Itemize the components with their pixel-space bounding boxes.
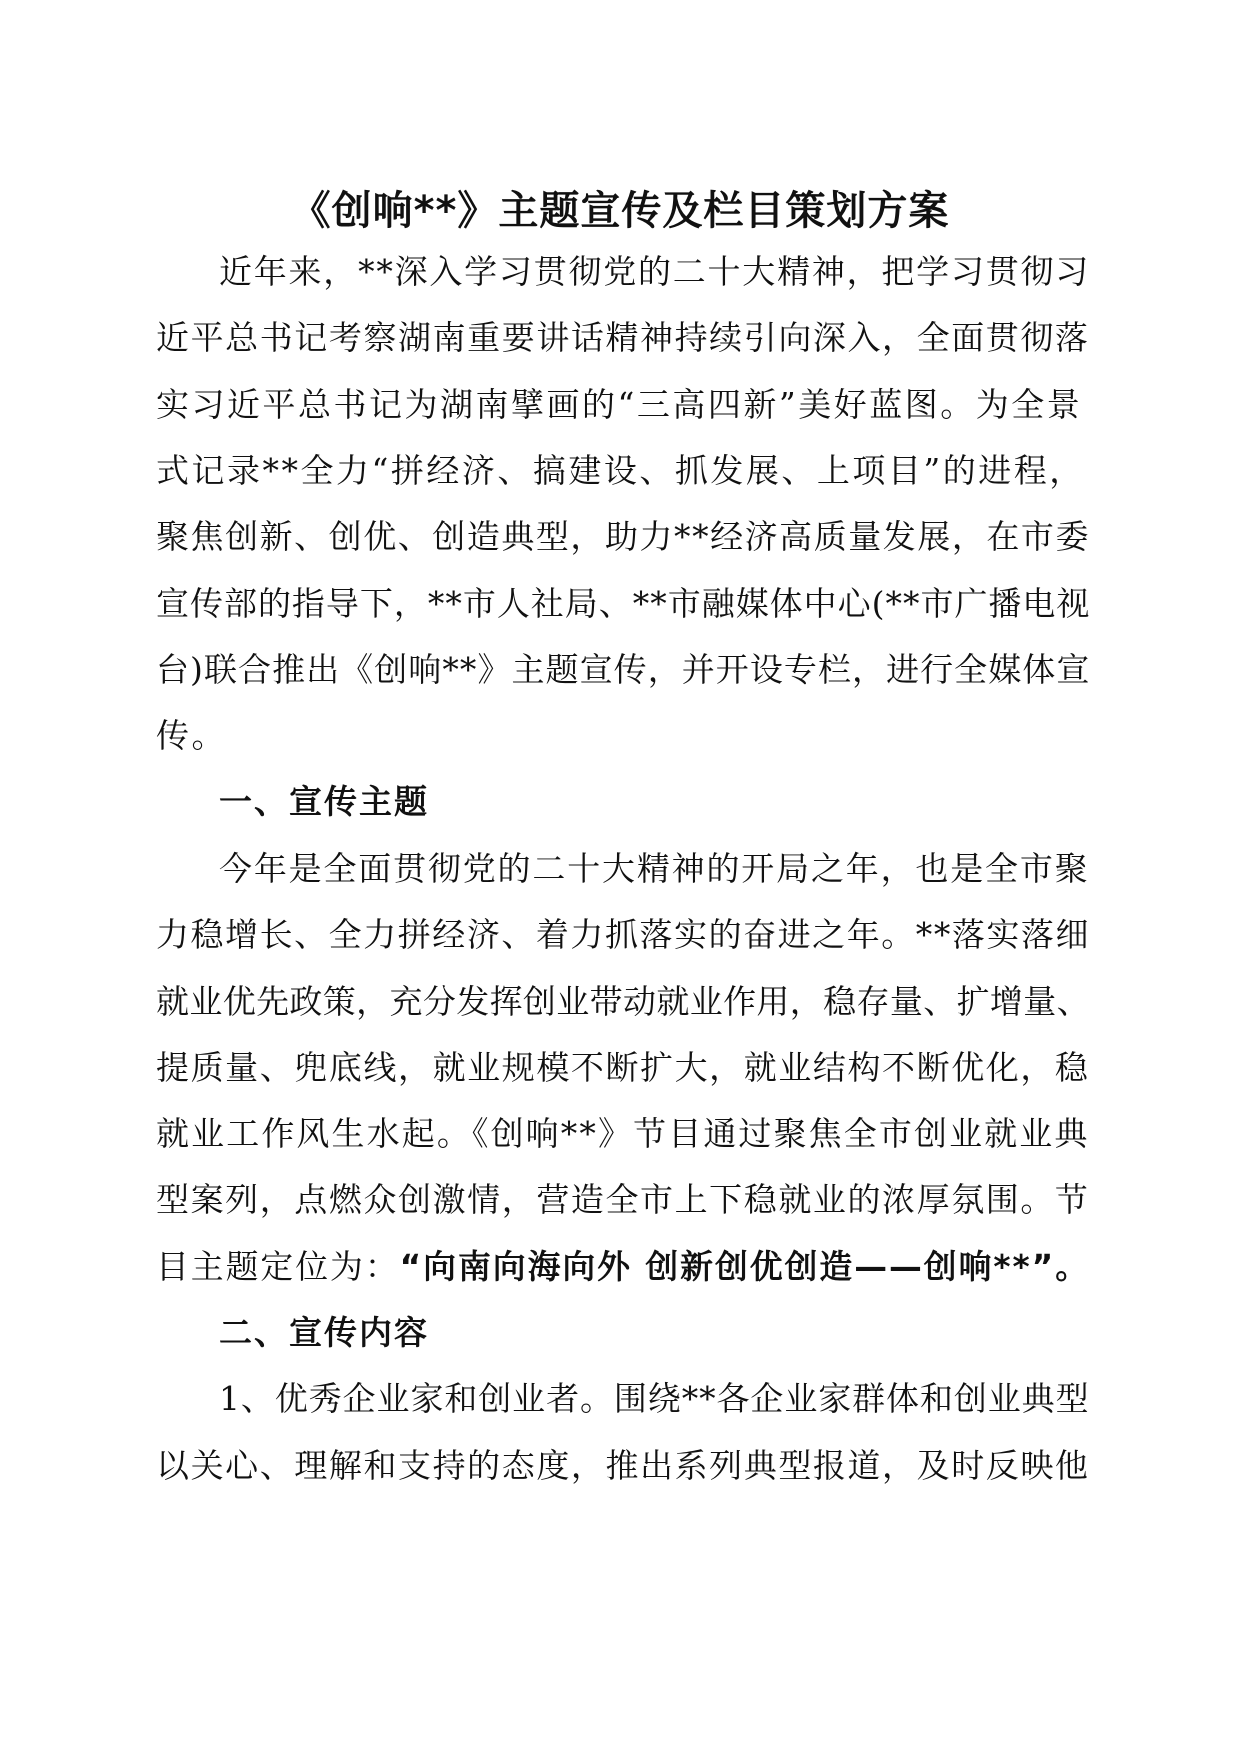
intro-line: 式记录**全力“拼经济、搞建设、抓发展、上项目”的进程， — [156, 451, 1085, 490]
intro-line: 台)联合推出《创响**》主题宣传，并开设专栏，进行全媒体宣 — [156, 650, 1091, 689]
section-heading-content: 二、宣传内容 — [219, 1313, 429, 1352]
intro-line: 近平总书记考察湖南重要讲话精神持续引向深入，全面贯彻落 — [156, 318, 1090, 357]
section-heading-theme: 一、宣传主题 — [219, 782, 429, 821]
section1-line: 提质量、兜底线，就业规模不断扩大，就业结构不断优化，稳 — [156, 1048, 1090, 1087]
document-title: 《创响**》主题宣传及栏目策划方案 — [290, 188, 950, 234]
intro-line: 传。 — [156, 716, 227, 755]
section1-line: 就业优先政策，充分发挥创业带动就业作用，稳存量、扩增量、 — [156, 982, 1090, 1021]
section1-line: 就业工作风生水起。《创响**》节目通过聚焦全市创业就业典 — [156, 1114, 1090, 1153]
intro-line: 近年来，**深入学习贯彻党的二十大精神，把学习贯彻习 — [219, 252, 1090, 291]
section2-line: 以关心、理解和支持的态度，推出系列典型报道，及时反映他 — [156, 1446, 1090, 1485]
section1-line: 今年是全面贯彻党的二十大精神的开局之年，也是全市聚 — [219, 849, 1090, 888]
section1-line: 力稳增长、全力拼经济、着力抓落实的奋进之年。**落实落细 — [156, 915, 1090, 954]
intro-line: 宣传部的指导下，**市人社局、**市融媒体中心(**市广播电视 — [156, 584, 1091, 623]
section2-line: 1、优秀企业家和创业者。围绕**各企业家群体和创业典型 — [219, 1379, 1090, 1418]
section1-line: 型案列，点燃众创激情，营造全市上下稳就业的浓厚氛围。节 — [156, 1180, 1090, 1219]
section1-last-line — [156, 1245, 1090, 1289]
intro-line: 聚焦创新、创优、创造典型，助力**经济高质量发展，在市委 — [156, 517, 1090, 556]
theme-positioning-label: 目主题定位为： — [156, 1248, 400, 1286]
intro-line: 实习近平总书记为湖南擘画的“三高四新”美好蓝图。为全景 — [156, 385, 1083, 424]
theme-slogan: “向南向海向外 创新创优创造——创响**”。 — [399, 1248, 1091, 1286]
